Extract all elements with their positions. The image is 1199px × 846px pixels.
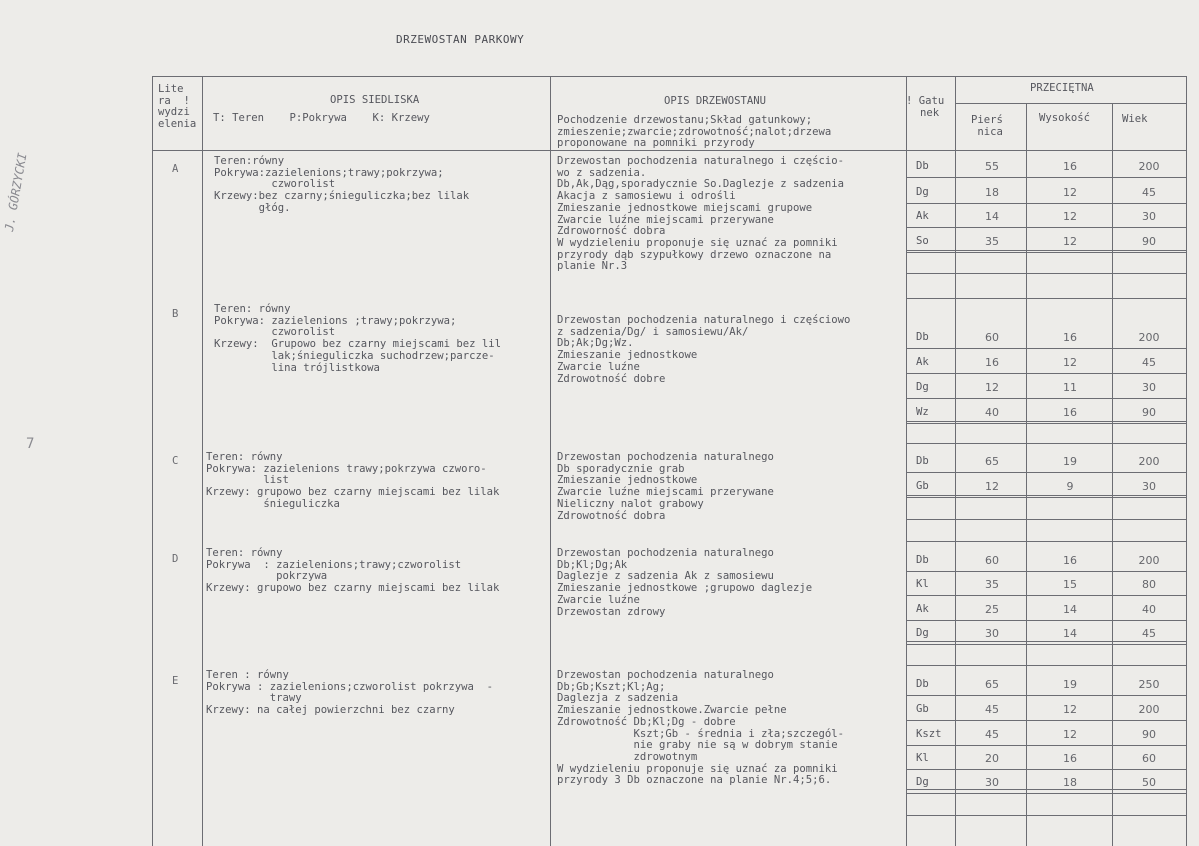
drzewostan-line: Zmieszanie jednostkowe.Zwarcie pełne xyxy=(557,704,787,717)
siedlisko-line: śnieguliczka xyxy=(206,497,340,510)
species-row-line xyxy=(906,472,1187,473)
siedlisko-line: Teren : równy xyxy=(206,669,289,681)
species-piersnica: 65 xyxy=(985,678,999,691)
siedlisko-line: lak;śnieguliczka suchodrzew;parcze- xyxy=(214,349,495,362)
drzewostan-line: Zdroworność dobra xyxy=(557,225,666,238)
drzewostan-line: Zdrowotność dobre xyxy=(557,372,666,385)
species-blank-line xyxy=(906,298,1187,299)
header-gatunek xyxy=(906,96,944,119)
species-code: Dg xyxy=(916,627,929,639)
species-wiek: 30 xyxy=(1142,480,1156,493)
species-piersnica: 25 xyxy=(985,603,999,616)
margin-signature: J. GÓRZYCKI xyxy=(2,151,30,233)
species-code: Gb xyxy=(916,480,929,492)
species-code: Db xyxy=(916,160,929,172)
species-wysokosc: 19 xyxy=(1063,455,1077,468)
header-wiek: Wiek xyxy=(1122,113,1148,125)
species-wiek: 80 xyxy=(1142,578,1156,591)
species-piersnica: 12 xyxy=(985,480,999,493)
row-letter: E xyxy=(172,675,179,687)
species-piersnica: 45 xyxy=(985,703,999,716)
species-row-line xyxy=(906,177,1187,178)
species-wiek: 200 xyxy=(1138,331,1160,344)
siedlisko-line: Krzewy: grupowo bez czarny miejscami bez lilak xyxy=(206,582,500,595)
species-blank-line xyxy=(906,641,1187,642)
species-piersnica: 30 xyxy=(985,627,999,640)
row-letter: A xyxy=(172,163,179,175)
header-legend-line: proponowane na pomniki przyrody xyxy=(557,137,755,149)
species-blank-line xyxy=(906,421,1187,422)
column-divider-drzewostan xyxy=(906,76,907,846)
species-wiek: 50 xyxy=(1142,776,1156,789)
column-divider-gatunek xyxy=(955,76,956,846)
species-wysokosc: 16 xyxy=(1063,752,1077,765)
species-piersnica: 16 xyxy=(985,356,999,369)
species-code: Db xyxy=(916,331,929,343)
drzewostan-line: Db;Gb;Kszt;Kl;Ag; xyxy=(557,680,666,693)
header-litera-line: wydzi xyxy=(158,106,190,118)
drzewostan-line: Drzewostan zdrowy xyxy=(557,605,666,618)
species-wysokosc: 12 xyxy=(1063,356,1077,369)
drzewostan-line: Kszt;Gb - średnia i zła;szczegól- xyxy=(557,727,845,740)
siedlisko-line: Teren:równy xyxy=(214,155,285,167)
drzewostan-line: z sadzenia/Dg/ i samosiewu/Ak/ xyxy=(557,325,749,338)
header-litera xyxy=(158,84,196,130)
header-litera-line: ra ! xyxy=(158,94,190,107)
drzewostan-line: Akacja z samosiewu i odrośli xyxy=(557,190,736,203)
header-wysokosc: Wysokość xyxy=(1039,112,1091,124)
species-wysokosc: 9 xyxy=(1066,480,1074,493)
drzewostan-line: Drzewostan pochodzenia naturalnego xyxy=(557,547,774,559)
drzewostan-line: Zwarcie luźne xyxy=(557,360,640,373)
header-piersnica xyxy=(971,115,1003,138)
header-subdivider xyxy=(955,103,1187,104)
species-code: Wz xyxy=(916,406,929,418)
drzewostan-line: Drzewostan pochodzenia naturalnego xyxy=(557,451,774,463)
species-wiek: 30 xyxy=(1142,210,1156,223)
species-wiek: 200 xyxy=(1138,703,1160,716)
drzewostan-line: Db sporadycznie grab xyxy=(557,462,685,475)
siedlisko-line: czworolist xyxy=(214,326,336,339)
species-wysokosc: 12 xyxy=(1063,186,1077,199)
species-code: Gb xyxy=(916,703,929,715)
species-code: Dg xyxy=(916,186,929,198)
species-wiek: 90 xyxy=(1142,235,1156,248)
species-wiek: 30 xyxy=(1142,381,1156,394)
species-piersnica: 35 xyxy=(985,578,999,591)
drzewostan-line: Drzewostan pochodzenia naturalnego xyxy=(557,669,774,681)
species-wysokosc: 16 xyxy=(1063,331,1077,344)
species-row-line xyxy=(906,398,1187,399)
siedlisko-line: Teren: równy xyxy=(206,451,283,463)
header-siedlisko-legend: T: Teren P:Pokrywa K: Krzewy xyxy=(213,112,430,124)
species-code: Ak xyxy=(916,210,929,222)
drzewostan-line: W wydzieleniu proponuje się uznać za pomniki xyxy=(557,236,838,249)
header-litera-line: Lite xyxy=(158,83,184,95)
species-wysokosc: 14 xyxy=(1063,603,1077,616)
drzewostan-line: Zwarcie luźne miejscami przerywane xyxy=(557,213,774,226)
species-code: Db xyxy=(916,678,929,690)
siedlisko-line: Pokrywa: zazielenions ;trawy;pokrzywa; xyxy=(214,314,457,327)
table-border-top xyxy=(152,76,1187,77)
species-blank-line xyxy=(906,495,1187,496)
drzewostan-line: Drzewostan pochodzenia naturalnego i częścio- xyxy=(557,155,845,167)
drzewostan-line: przyrody dąb szypułkowy drzewo oznaczone na xyxy=(557,248,832,261)
species-wiek: 200 xyxy=(1138,455,1160,468)
species-row-line xyxy=(906,644,1187,645)
column-divider-siedlisko xyxy=(550,76,551,846)
species-wysokosc: 16 xyxy=(1063,160,1077,173)
drzewostan-line: Db,Ak,Dąg,sporadycznie So.Daglezje z sadzenia xyxy=(557,178,845,191)
header-drzewostanu-legend xyxy=(557,115,831,150)
species-blank-line xyxy=(906,273,1187,274)
species-row-line xyxy=(906,373,1187,374)
species-row-line xyxy=(906,695,1187,696)
species-wysokosc: 11 xyxy=(1063,381,1077,394)
species-row-line xyxy=(906,793,1187,794)
drzewostan-line: W wydzieleniu proponuje się uznać za pomniki xyxy=(557,762,838,775)
species-piersnica: 65 xyxy=(985,455,999,468)
species-piersnica: 12 xyxy=(985,381,999,394)
column-divider-piers xyxy=(1026,103,1027,846)
siedlisko-line: głóg. xyxy=(214,201,291,214)
species-blank-line xyxy=(906,541,1187,542)
species-wysokosc: 15 xyxy=(1063,578,1077,591)
header-legend-line: zmieszenie;zwarcie;zdrowotność;nalot;drzewa xyxy=(557,125,832,138)
header-litera-line: elenia xyxy=(158,117,197,130)
species-wiek: 90 xyxy=(1142,728,1156,741)
species-wysokosc: 18 xyxy=(1063,776,1077,789)
header-legend-line: Pochodzenie drzewostanu;Skład gatunkowy; xyxy=(557,114,813,126)
siedlisko-line: Pokrywa: zazielenions trawy;pokrzywa czworo- xyxy=(206,462,487,475)
drzewostan-line: nie graby nie są w dobrym stanie xyxy=(557,739,838,752)
drzewostan-line: Zwarcie luźne miejscami przerywane xyxy=(557,486,774,499)
margin-page-number: 7 xyxy=(26,436,35,452)
species-wysokosc: 16 xyxy=(1063,554,1077,567)
row-letter: C xyxy=(172,455,179,467)
species-code: Ak xyxy=(916,356,929,368)
species-blank-line xyxy=(906,443,1187,444)
species-wysokosc: 14 xyxy=(1063,627,1077,640)
species-wiek: 90 xyxy=(1142,406,1156,419)
species-blank-line xyxy=(906,250,1187,251)
species-piersnica: 14 xyxy=(985,210,999,223)
drzewostan-line: Zmieszanie jednostkowe miejscami grupowe xyxy=(557,201,813,214)
species-piersnica: 60 xyxy=(985,554,999,567)
table-border-right xyxy=(1186,76,1187,846)
species-wysokosc: 12 xyxy=(1063,703,1077,716)
header-piers-line: Pierś xyxy=(971,114,1003,126)
species-row-line xyxy=(906,252,1187,253)
species-wysokosc: 19 xyxy=(1063,678,1077,691)
siedlisko-line: Krzewy: na całej powierzchni bez czarny xyxy=(206,704,455,717)
header-bottom-line xyxy=(152,150,1187,151)
drzewostan-line: Drzewostan pochodzenia naturalnego i częściowo xyxy=(557,314,851,326)
species-wysokosc: 12 xyxy=(1063,728,1077,741)
header-przecietna: PRZECIĘTNA xyxy=(1030,82,1094,94)
row-letter: D xyxy=(172,553,179,565)
species-wysokosc: 12 xyxy=(1063,210,1077,223)
table-border-left xyxy=(152,76,153,846)
species-row-line xyxy=(906,348,1187,349)
species-row-line xyxy=(906,745,1187,746)
species-wiek: 200 xyxy=(1138,160,1160,173)
species-piersnica: 18 xyxy=(985,186,999,199)
species-wysokosc: 16 xyxy=(1063,406,1077,419)
species-wiek: 40 xyxy=(1142,603,1156,616)
species-code: Kl xyxy=(916,752,929,764)
drzewostan-line: przyrody 3 Db oznaczone na planie Nr.4;5;6. xyxy=(557,774,832,787)
drzewostan-line: Nieliczny nalot grabowy xyxy=(557,497,704,510)
siedlisko-line: trawy xyxy=(206,692,302,705)
drzewostan-line: Db;Kl;Dg;Ak xyxy=(557,558,628,571)
header-piers-line: nica xyxy=(977,125,1003,138)
column-divider-wysokosc xyxy=(1112,103,1113,846)
species-wysokosc: 12 xyxy=(1063,235,1077,248)
species-row-line xyxy=(906,497,1187,498)
drzewostan-line: Zmieszanie jednostkowe xyxy=(557,474,698,487)
drzewostan-line: Zmieszanie jednostkowe xyxy=(557,349,698,362)
header-gatunek-line: ! Gatu xyxy=(906,95,945,107)
species-piersnica: 45 xyxy=(985,728,999,741)
siedlisko-line: pokrzywa xyxy=(206,570,328,583)
species-wiek: 45 xyxy=(1142,356,1156,369)
species-wiek: 45 xyxy=(1142,186,1156,199)
species-code: Kl xyxy=(916,578,929,590)
species-row-line xyxy=(906,571,1187,572)
column-divider-litera xyxy=(202,76,203,846)
species-row-line xyxy=(906,203,1187,204)
drzewostan-line: wo z sadzenia. xyxy=(557,166,647,179)
species-wiek: 45 xyxy=(1142,627,1156,640)
header-opis-drzewostanu: OPIS DRZEWOSTANU xyxy=(664,95,767,107)
drzewostan-line: Zdrowotność Db;Kl;Dg - dobre xyxy=(557,715,736,728)
species-code: So xyxy=(916,235,929,247)
species-row-line xyxy=(906,423,1187,424)
species-row-line xyxy=(906,595,1187,596)
drzewostan-line: Zwarcie luźne xyxy=(557,593,640,606)
species-code: Db xyxy=(916,554,929,566)
species-piersnica: 55 xyxy=(985,160,999,173)
drzewostan-line: Daglezje z sadzenia Ak z samosiewu xyxy=(557,570,774,583)
drzewostan-line: Zdrowotność dobra xyxy=(557,509,666,522)
species-code: Dg xyxy=(916,381,929,393)
drzewostan-line: Zmieszanie jednostkowe ;grupowo daglezje xyxy=(557,582,813,595)
siedlisko-line: Teren: równy xyxy=(214,303,291,315)
species-row-line xyxy=(906,620,1187,621)
document-title: DRZEWOSTAN PARKOWY xyxy=(396,33,525,46)
species-piersnica: 35 xyxy=(985,235,999,248)
drzewostan-line: zdrowotnym xyxy=(557,750,698,763)
species-wiek: 200 xyxy=(1138,554,1160,567)
siedlisko-line: Krzewy: grupowo bez czarny miejscami bez lilak xyxy=(206,486,500,499)
species-blank-line xyxy=(906,665,1187,666)
species-code: Db xyxy=(916,455,929,467)
drzewostan-line: Db;Ak;Dg;Wz. xyxy=(557,337,634,350)
species-piersnica: 20 xyxy=(985,752,999,765)
siedlisko-line: czworolist xyxy=(214,178,336,191)
species-wiek: 60 xyxy=(1142,752,1156,765)
drzewostan-line: Daglezja z sadzenia xyxy=(557,692,679,705)
species-wiek: 250 xyxy=(1138,678,1160,691)
species-row-line xyxy=(906,227,1187,228)
header-gatunek-line: nek xyxy=(920,106,940,119)
species-piersnica: 40 xyxy=(985,406,999,419)
header-opis-siedliska: OPIS SIEDLISKA xyxy=(330,94,420,106)
row-letter: B xyxy=(172,308,179,320)
species-row-line xyxy=(906,720,1187,721)
species-blank-line xyxy=(906,789,1187,790)
siedlisko-line: Teren: równy xyxy=(206,547,283,559)
species-piersnica: 30 xyxy=(985,776,999,789)
species-blank-line xyxy=(906,519,1187,520)
siedlisko-line: Krzewy: Grupowo bez czarny miejscami bez lil xyxy=(214,338,502,351)
siedlisko-line: Pokrywa : zazielenions;czworolist pokrzywa - xyxy=(206,680,494,693)
siedlisko-line: list xyxy=(206,474,289,487)
species-code: Kszt xyxy=(916,728,942,740)
species-row-line xyxy=(906,769,1187,770)
siedlisko-line: Pokrywa : zazielenions;trawy;czworolist xyxy=(206,558,462,571)
siedlisko-line: Krzewy:bez czarny;śnieguliczka;bez lilak xyxy=(214,190,470,203)
species-blank-line xyxy=(906,815,1187,816)
siedlisko-line: Pokrywa:zazielenions;trawy;pokrzywa; xyxy=(214,166,444,179)
siedlisko-line: lina trójlistkowa xyxy=(214,361,380,374)
species-piersnica: 60 xyxy=(985,331,999,344)
species-code: Ak xyxy=(916,603,929,615)
drzewostan-line: planie Nr.3 xyxy=(557,260,628,273)
species-code: Dg xyxy=(916,776,929,788)
